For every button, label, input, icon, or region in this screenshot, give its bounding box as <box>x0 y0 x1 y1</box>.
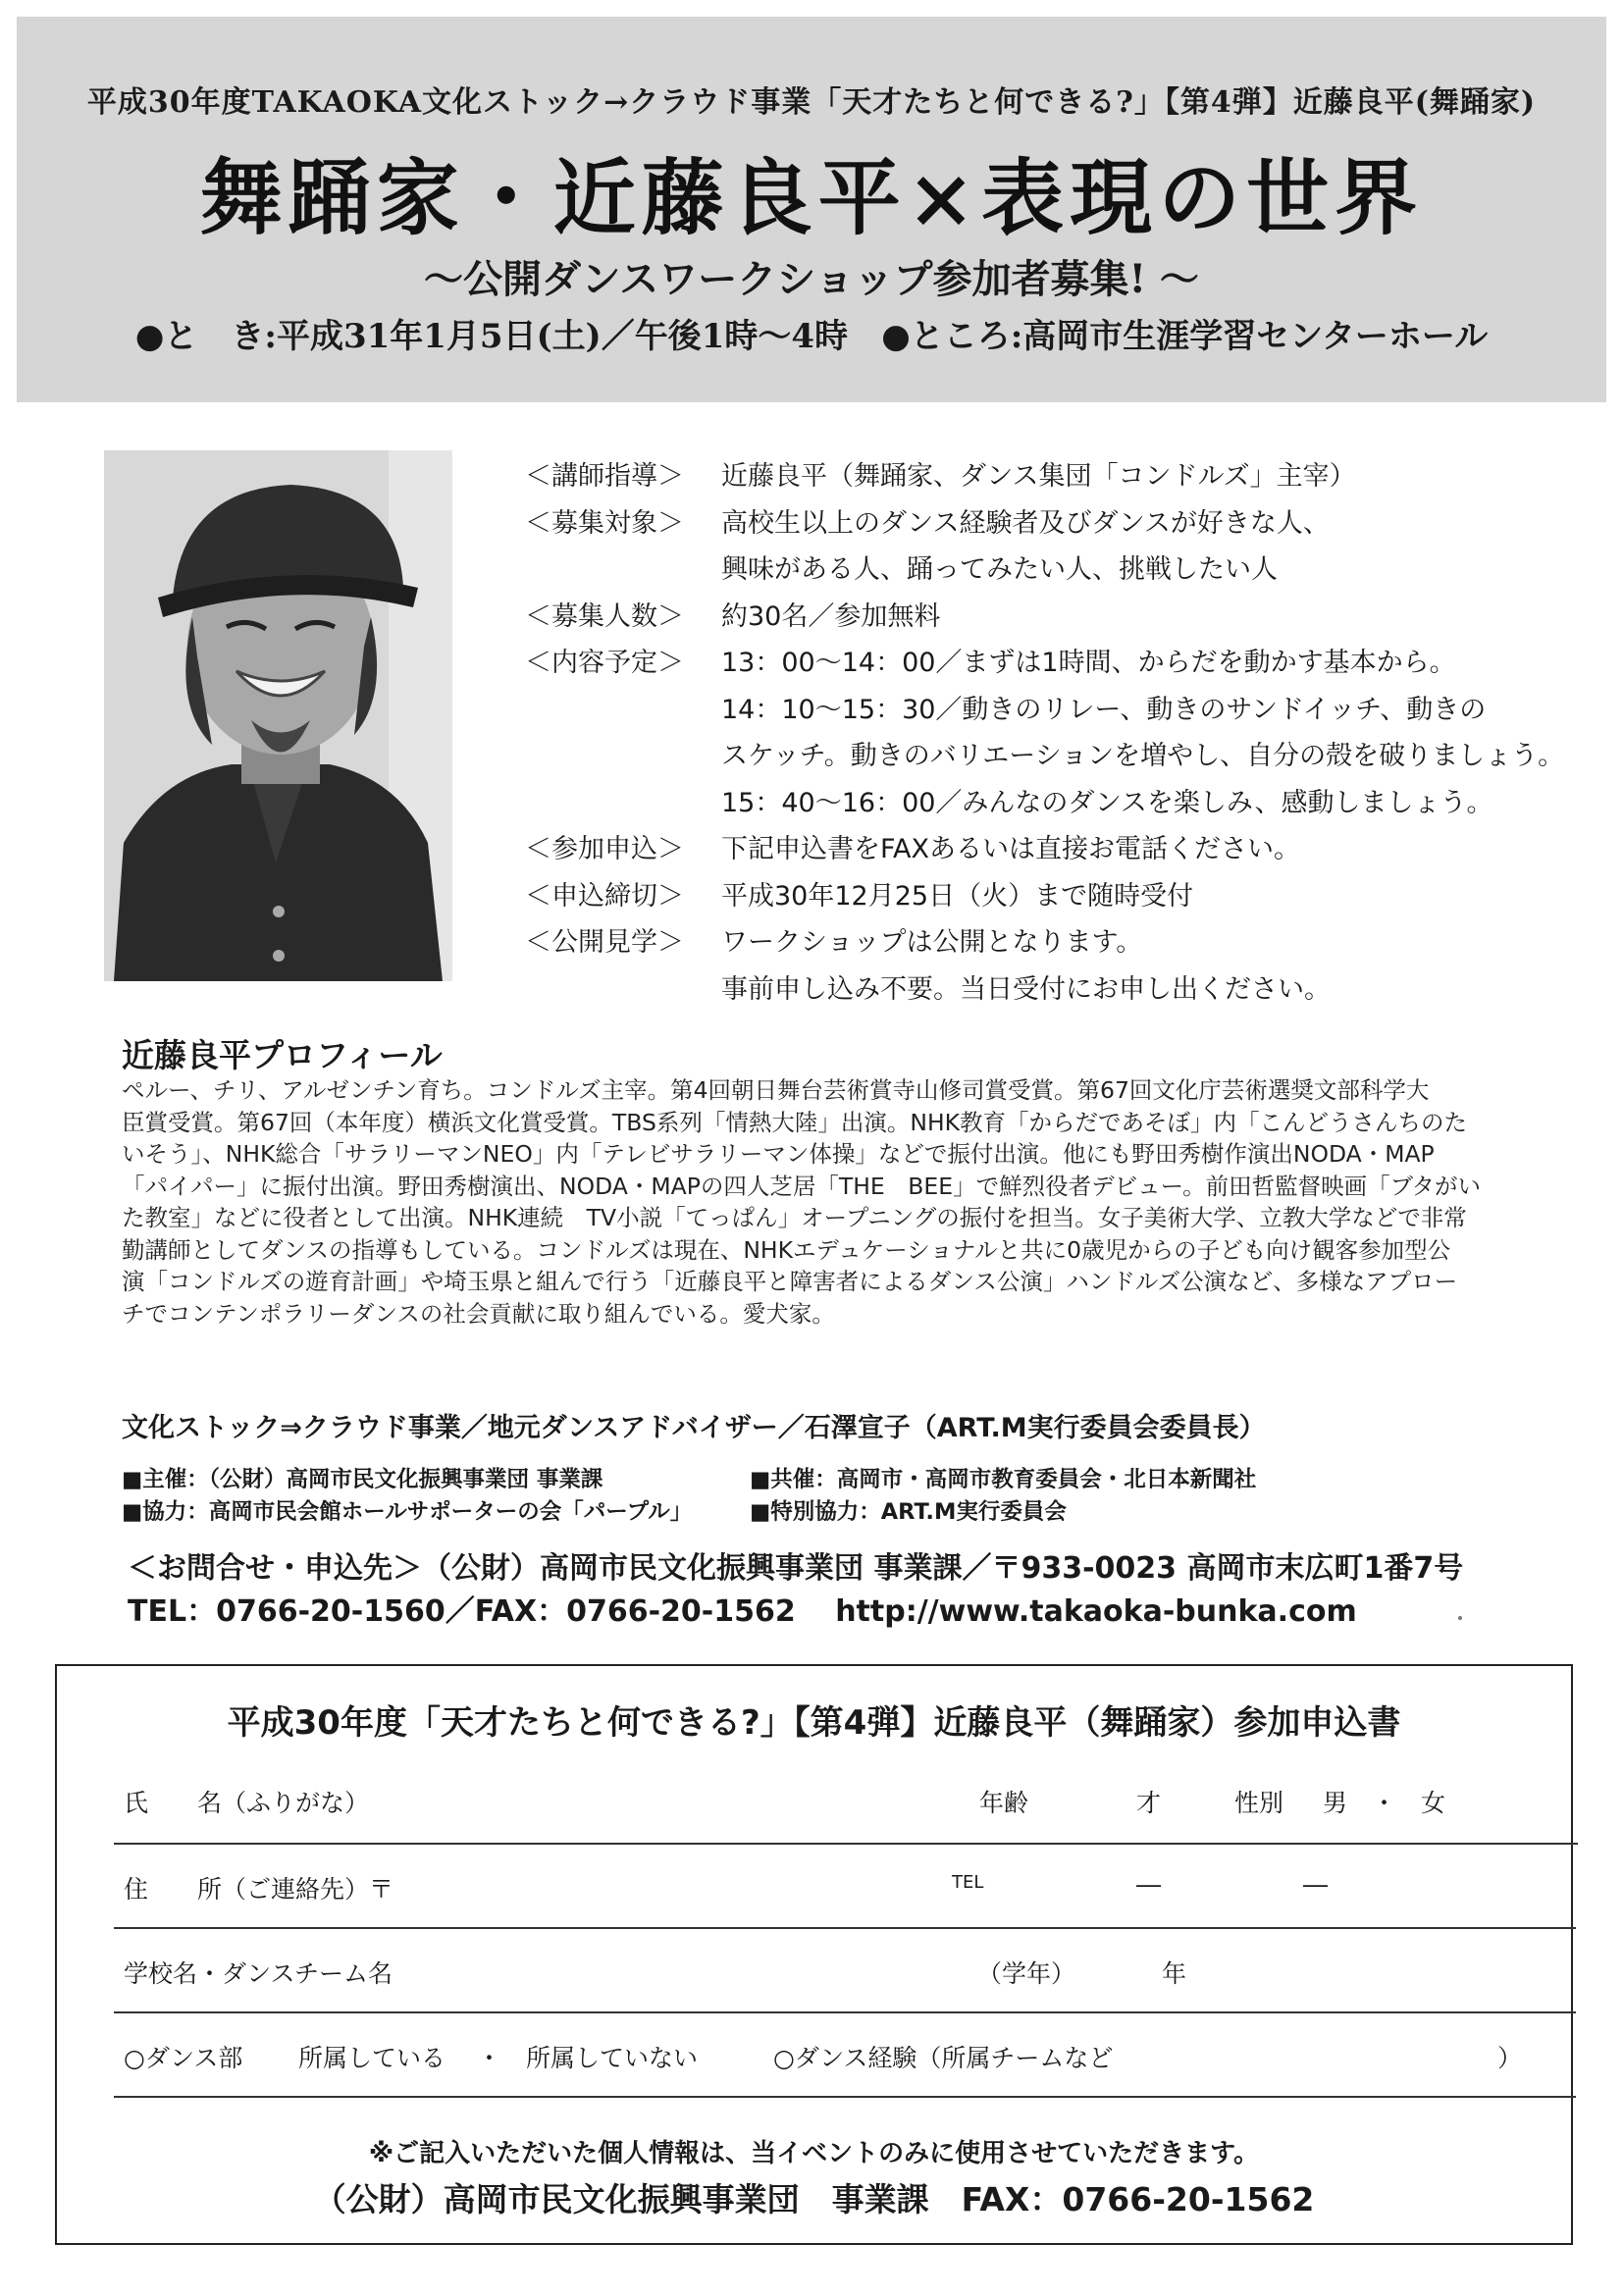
detail-value: 13：00～14：00／まずは1時間、からだを動かす基本から。 <box>721 648 1456 678</box>
profile-line: 臣賞受賞。第67回（本年度）横浜文化賞受賞。TBS系列「情熱大陸」出演。NHK教育「からだであそぼ」内「こんどうさんちのた <box>122 1108 1468 1136</box>
detail-value: 約30名／参加無料 <box>721 600 941 632</box>
form-title: 平成30年度「天才たちと何できる?」【第4弾】近藤良平（舞踊家）参加申込書 <box>227 1703 1401 1743</box>
club-option-no[interactable]: 所属していない <box>526 2044 699 2072</box>
detail-value: 下記申込書をFAXあるいは直接お電話ください。 <box>721 834 1301 864</box>
detail-public-viewing <box>525 919 1565 1013</box>
school-label: 学校名・ダンスチーム名 <box>124 1959 393 1988</box>
address-field-line[interactable] <box>114 1927 1576 1929</box>
gender-options[interactable]: 男 ・ 女 <box>1323 1789 1446 1817</box>
detail-label: ＜申込締切＞ <box>525 880 684 912</box>
name-label: 氏 名（ふりがな） <box>124 1789 370 1817</box>
organizer-cohost: ■共催：高岡市・高岡市教育委員会・北日本新聞社 <box>750 1467 1257 1492</box>
tel-dash: ― <box>1303 1870 1328 1899</box>
detail-value: 興味がある人、踊ってみたい人、挑戦したい人 <box>721 554 1278 585</box>
detail-value: 平成30年12月25日（火）まで随時受付 <box>721 880 1194 912</box>
event-details <box>525 453 1565 1013</box>
detail-value: 14：10～15：30／動きのリレー、動きのサンドイッチ、動きの <box>721 694 1487 725</box>
tel-dash: ― <box>1136 1870 1161 1899</box>
contact-phone-fax-url[interactable]: TEL：0766-20-1560／FAX：0766-20-1562 http://www.takaoka-bunka.com <box>128 1594 1357 1629</box>
profile-text <box>122 1074 1574 1330</box>
detail-value: スケッチ。動きのバリエーションを増やし、自分の殻を破りましょう。 <box>721 741 1565 771</box>
dance-advisor: 文化ストック⇒クラウド事業／地元ダンスアドバイザー／石澤宣子（ART.M実行委員会委員長） <box>122 1413 1266 1443</box>
profile-heading: 近藤良平プロフィール <box>122 1036 443 1074</box>
detail-label: ＜募集人数＞ <box>525 600 684 632</box>
detail-value: 事前申し込み不要。当日受付にお申し出ください。 <box>721 973 1331 1005</box>
detail-value: 15：40～16：00／みんなのダンスを楽しみ、感動しましょう。 <box>721 787 1493 818</box>
page-title: 舞踊家・近藤良平×表現の世界 <box>199 149 1424 246</box>
detail-label: ＜募集対象＞ <box>525 507 684 539</box>
event-date-place: ●と き:平成31年1月5日(土)／午後1時～4時 ●ところ:高岡市生涯学習センターホール <box>134 317 1489 356</box>
detail-deadline <box>525 873 1565 920</box>
club-option-yes[interactable]: 所属している <box>298 2044 446 2072</box>
experience-field-line[interactable] <box>114 2096 1576 2098</box>
detail-label: ＜講師指導＞ <box>525 461 684 492</box>
detail-schedule <box>525 640 1565 826</box>
speck <box>1458 1616 1462 1620</box>
organizer-host: ■主催：（公財）高岡市民文化振興事業団 事業課 <box>122 1467 603 1492</box>
event-series: 平成30年度TAKAOKA文化ストック→クラウド事業「天才たちと何できる?」【第4弾】近藤良平(舞踊家) <box>86 85 1537 120</box>
organizer-special: ■特別協力：ART.M実行委員会 <box>750 1499 1067 1525</box>
detail-instructor <box>525 453 1565 500</box>
profile-line: た教室」などに役者として出演。NHK連続 TV小説「てっぱん」オープニングの振付を担当。女子美術大学、立教大学などで非常 <box>122 1204 1467 1231</box>
profile-line: チでコンテンポラリーダンスの社会貢献に取り組んでいる。愛犬家。 <box>122 1299 835 1328</box>
page-subtitle: ～公開ダンスワークショップ参加者募集! ～ <box>424 256 1199 302</box>
profile-line: 演「コンドルズの遊育計画」や埼玉県と組んで行う「近藤良平と障害者によるダンス公演」ハンドルズ公演など、多様なアプロー <box>122 1268 1458 1295</box>
dance-club-label: ○ダンス部 <box>124 2044 243 2072</box>
organizer-cooperation: ■協力：高岡市民会館ホールサポーターの会「パープル」 <box>122 1499 693 1525</box>
club-separator: ・ <box>477 2044 502 2072</box>
privacy-note: ※ご記入いただいた個人情報は、当イベントのみに使用させていただきます。 <box>368 2139 1260 2168</box>
name-field-line[interactable] <box>114 1843 1578 1845</box>
contact-address: ＜お問合せ・申込先＞（公財）高岡市民文化振興事業団 事業課／〒933-0023 高岡市末広町1番7号 <box>128 1551 1464 1586</box>
grade-unit: 年 <box>1162 1959 1187 1988</box>
address-label: 住 所（ご連絡先）〒 <box>124 1875 394 1904</box>
detail-capacity <box>525 594 1565 641</box>
profile-line: 勤講師としてダンスの指導もしている。コンドルズは現在、NHKエデュケーショナルと共に0歳児からの子ども向け観客参加型公 <box>122 1235 1451 1264</box>
age-unit: 才 <box>1136 1789 1162 1817</box>
detail-value: ワークショップは公開となります。 <box>721 927 1143 958</box>
gender-label: 性別 <box>1234 1789 1284 1817</box>
school-field-line[interactable] <box>114 2011 1576 2013</box>
detail-value: 高校生以上のダンス経験者及びダンスが好きな人、 <box>721 507 1330 539</box>
grade-label: （学年） <box>977 1959 1076 1988</box>
profile-line: いそう」、NHK総合「サラリーマンNEO」内「テレビサラリーマン体操」などで振付出演。他にも野田秀樹作演出NODA・MAP <box>122 1140 1435 1168</box>
profile-line: ペルー、チリ、アルゼンチン育ち。コンドルズ主宰。第4回朝日舞台芸術賞寺山修司賞受賞。第67回文化庁芸術選奨文部科学大 <box>122 1076 1430 1104</box>
experience-label: ○ダンス経験（所属チームなど <box>773 2044 1114 2072</box>
header-banner <box>17 17 1606 402</box>
tel-label: TEL <box>952 1872 984 1893</box>
profile-line: 「パイパー」に振付出演。野田秀樹演出、NODA・MAPの四人芝居「THE BEE」で鮮烈役者デビュー。前田哲監督映画「ブタがい <box>122 1172 1481 1200</box>
detail-label: ＜内容予定＞ <box>525 648 684 678</box>
instructor-photo <box>104 450 452 981</box>
detail-target <box>525 500 1565 594</box>
age-label: 年齢 <box>979 1789 1029 1817</box>
application-form <box>55 1664 1573 2245</box>
detail-application <box>525 826 1565 873</box>
form-fax: （公財）高岡市民文化振興事業団 事業課 FAX：0766-20-1562 <box>313 2180 1315 2218</box>
contact-info <box>128 1547 1463 1634</box>
detail-value: 近藤良平（舞踊家、ダンス集団「コンドルズ」主宰） <box>721 461 1356 492</box>
detail-label: ＜公開見学＞ <box>525 927 684 958</box>
detail-label: ＜参加申込＞ <box>525 834 684 864</box>
experience-close: ） <box>1497 2044 1523 2072</box>
